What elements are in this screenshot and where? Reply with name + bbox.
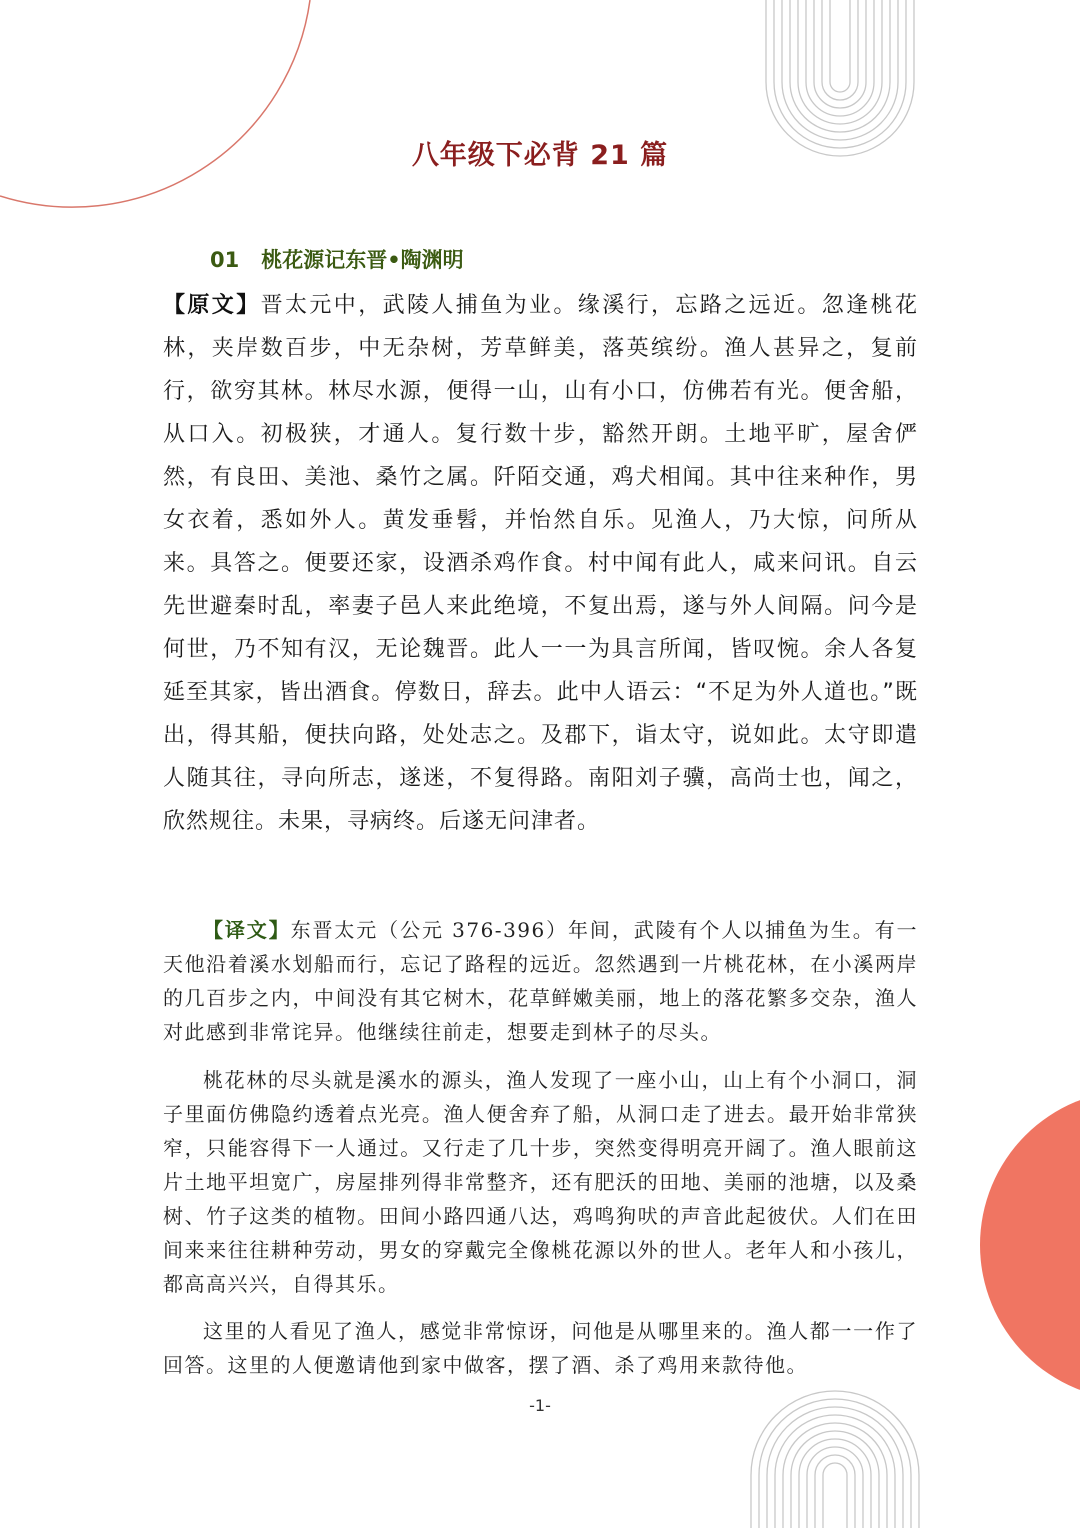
section-title: 桃花源记东晋•陶渊明: [261, 248, 464, 272]
original-label: 【原文】: [163, 293, 261, 318]
original-body: 晋太元中，武陵人捕鱼为业。缘溪行，忘路之远近。忽逢桃花林，夹岸数百步，中无杂树，芳草鲜美，落英缤纷。渔人甚异之，复前行，欲穷其林。林尽水源，便得一山，山有小口，仿佛若有光。便舍船，从口入。初极狭，才通人。复行数十步，豁然开朗。土地平旷，屋舍俨然，有良田、美池、桑竹之属。阡陌交通，鸡犬相闻。其中往来种作，男女衣着，悉如外人。黄发垂髫，并怡然自乐。见渔人，乃大惊，问所从来。具答之。便要还家，设酒杀鸡作食。村中闻有此人，咸来问讯。自云先世避秦时乱，率妻子邑人来此绝境，不复出焉，遂与外人间隔。问今是何世，乃不知有汉，无论魏晋。此人一一为具言所闻，皆叹惋。余人各复延至其家，皆出酒食。停数日，辞去。此中人语云：“不足为外人道也。”既出，得其船，便扶向路，处处志之。及郡下，诣太守，说如此。太守即遣人随其往，寻向所志，遂迷，不复得路。南阳刘子骥，高尚士也，闻之，欣然规往。未果，寻病终。后遂无问津者。: [163, 293, 918, 834]
decorative-arc: [0, 0, 330, 220]
page-number: -1-: [529, 1396, 551, 1415]
translation-paragraph: [163, 1063, 918, 1301]
section-number: 01: [210, 248, 240, 272]
translation-paragraph: [163, 1314, 918, 1382]
translation-paragraph-1: 东晋太元（公元 376-396）年间，武陵有个人以捕鱼为生。有一天他沿着溪水划船而行，忘记了路程的远近。忽然遇到一片桃花林，在小溪两岸的几百步之内，中间没有其它树木，花草鲜嫩美丽，地上的落花繁多交杂，渔人对此感到非常诧异。他继续往前走，想要走到林子的尽头。: [163, 918, 918, 1044]
translation-label: 【译文】: [203, 918, 291, 942]
translation-paragraph-2: 桃花林的尽头就是溪水的源头，渔人发现了一座小山，山上有个小洞口，洞子里面仿佛隐约透着点光亮。渔人便舍弃了船，从洞口走了进去。最开始非常狭窄，只能容得下一人通过。又行走了几十步，突然变得明亮开阔了。渔人眼前这片土地平坦宽广，房屋排列得非常整齐，还有肥沃的田地、美丽的池塘，以及桑树、竹子这类的植物。田间小路四通八达，鸡鸣狗吠的声音此起彼伏。人们在田间来来往往耕种劳动，男女的穿戴完全像桃花源以外的世人。老年人和小孩儿，都高高兴兴，自得其乐。: [163, 1068, 918, 1296]
section-heading: [210, 244, 464, 274]
translation-paragraph-3: 这里的人看见了渔人，感觉非常惊讶，问他是从哪里来的。渔人都一一作了回答。这里的人便邀请他到家中做客，摆了酒、杀了鸡用来款待他。: [163, 1319, 918, 1377]
page-title: 八年级下必背 21 篇: [411, 140, 669, 171]
decorative-circle: [980, 1090, 1080, 1400]
original-text: [163, 284, 918, 843]
translation-paragraph: [163, 913, 918, 1049]
